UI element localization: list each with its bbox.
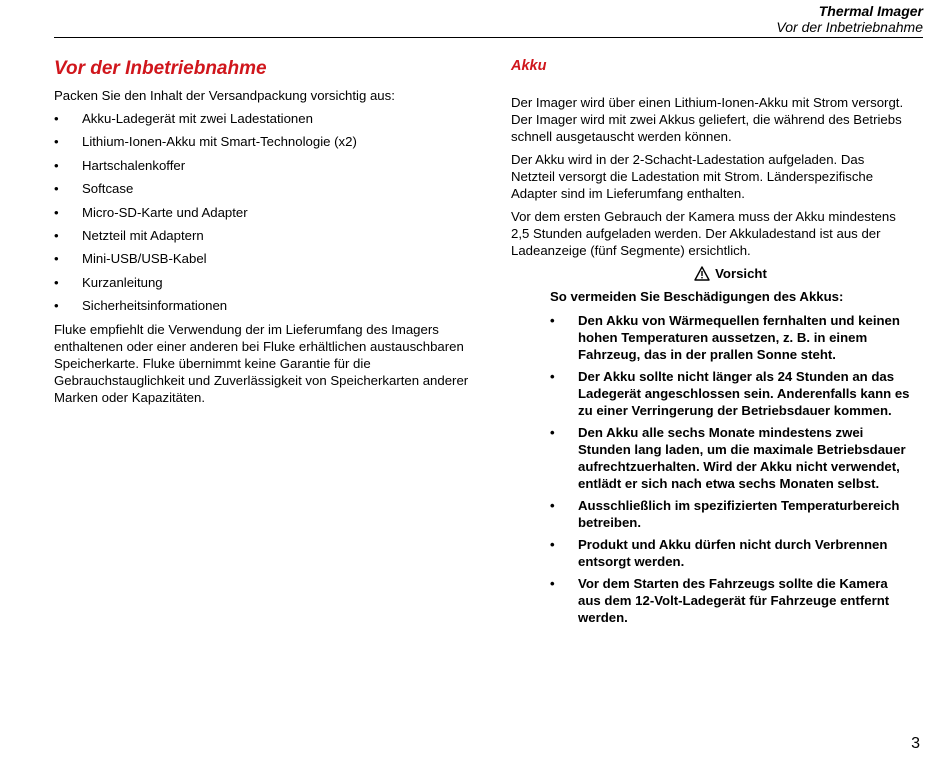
list-item-text: Lithium-Ionen-Akku mit Smart-Technologie (x2) [82,134,357,150]
bullet: • [54,157,59,173]
list-item-text: Den Akku von Wärmequellen fernhalten und keinen hohen Temperaturen aussetzen, z. B. in einem Fahrzeug, das in der prallen Sonne steht. [578,313,900,362]
memory-card-note: Fluke empfiehlt die Verwendung der im Lieferumfang des Imagers enthaltenen oder einer anderen bei Fluke erhältlichen austauschbaren Speicherkarte. Fluke übernimmt keine Garantie für die Gebrauchstauglichkeit und Zuverlässigkeit von Speicherkarten anderer Marken oder Kapazitäten. [54,321,469,405]
list-item-text: Micro-SD-Karte und Adapter [82,204,248,220]
list-item-text: Produkt und Akku dürfen nicht durch Verbrennen entsorgt werden. [578,537,888,569]
bullet: • [54,227,59,243]
list-item-text: Kurzanleitung [82,274,163,290]
list-item-text: Vor dem Starten des Fahrzeugs sollte die Kamera aus dem 12-Volt-Ladegerät für Fahrzeuge entfernt werden. [578,576,890,625]
list-item-text: Mini-USB/USB-Kabel [82,251,207,267]
list-item [54,227,469,244]
list-item [54,110,469,127]
package-contents-list [54,110,469,314]
bullet: • [54,204,59,220]
list-item [54,250,469,267]
list-item [550,368,911,419]
caution-heading [550,265,911,282]
bullet: • [550,369,555,384]
header-product: Thermal Imager [818,3,923,19]
battery-paragraph: Der Imager wird über einen Lithium-Ionen-Akku mit Strom versorgt. Der Imager wird mit zwei Akkus geliefert, die während des Betriebs schnell ausgetauscht werden können. [511,95,904,144]
list-item-text: Den Akku alle sechs Monate mindestens zwei Stunden lang laden, um die maximale Betriebsdauer aufrechtzuerhalten. Wird der Akku nicht verwendet, entlädt er sich nach etwa sechs Monaten selbst. [578,425,906,491]
caution-title: Vorsicht [715,266,767,281]
right-column [511,58,911,631]
bullet: • [550,313,555,328]
list-item [54,180,469,197]
list-item [54,133,469,150]
list-item [550,312,911,363]
left-column [54,58,469,412]
unpack-intro: Packen Sie den Inhalt der Versandpackung vorsichtig aus: [54,88,395,103]
list-item [54,297,469,314]
battery-paragraph: Vor dem ersten Gebrauch der Kamera muss der Akku mindestens 2,5 Stunden aufgeladen werden. Der Akkuladestand ist aus der Ladeanzeige (fünf Segmente) ersichtlich. [511,209,896,258]
list-item-text: Softcase [82,181,134,197]
page-header [776,3,923,35]
list-item-text: Der Akku sollte nicht länger als 24 Stunden an das Ladegerät angeschlossen sein. Anderenfalls kann es zu einer Verringerung der Betriebsdauer kommen. [578,369,910,418]
list-item [54,157,469,174]
list-item [550,497,911,531]
caution-intro: So vermeiden Sie Beschädigungen des Akkus: [550,289,844,304]
bullet: • [550,498,555,513]
header-rule [54,37,923,38]
list-item-text: Ausschließlich im spezifizierten Temperaturbereich betreiben. [578,498,900,530]
caution-box [550,265,911,626]
caution-list [550,312,911,626]
section-title: Vor der Inbetriebnahme [54,58,267,79]
bullet: • [54,274,59,290]
bullet: • [54,251,59,267]
battery-title: Akku [511,58,547,74]
bullet: • [54,298,59,314]
list-item [550,536,911,570]
header-section: Vor der Inbetriebnahme [776,19,923,35]
warning-triangle-icon [694,266,710,281]
list-item-text: Netzteil mit Adaptern [82,227,204,243]
list-item-text: Sicherheitsinformationen [82,298,228,314]
battery-paragraph: Der Akku wird in der 2-Schacht-Ladestation aufgeladen. Das Netzteil versorgt die Ladestation mit Strom. Länderspezifische Adapter sind im Lieferumfang enthalten. [511,152,874,201]
bullet: • [550,425,555,440]
bullet: • [54,181,59,197]
bullet: • [54,134,59,150]
list-item [550,424,911,492]
list-item-text: Akku-Ladegerät mit zwei Ladestationen [82,111,313,126]
bullet: • [550,576,555,591]
list-item [54,274,469,291]
list-item [54,204,469,221]
bullet: • [550,537,555,552]
list-item-text: Hartschalenkoffer [82,157,186,173]
page-number: 3 [911,735,920,752]
bullet: • [54,111,59,126]
list-item [550,575,911,626]
